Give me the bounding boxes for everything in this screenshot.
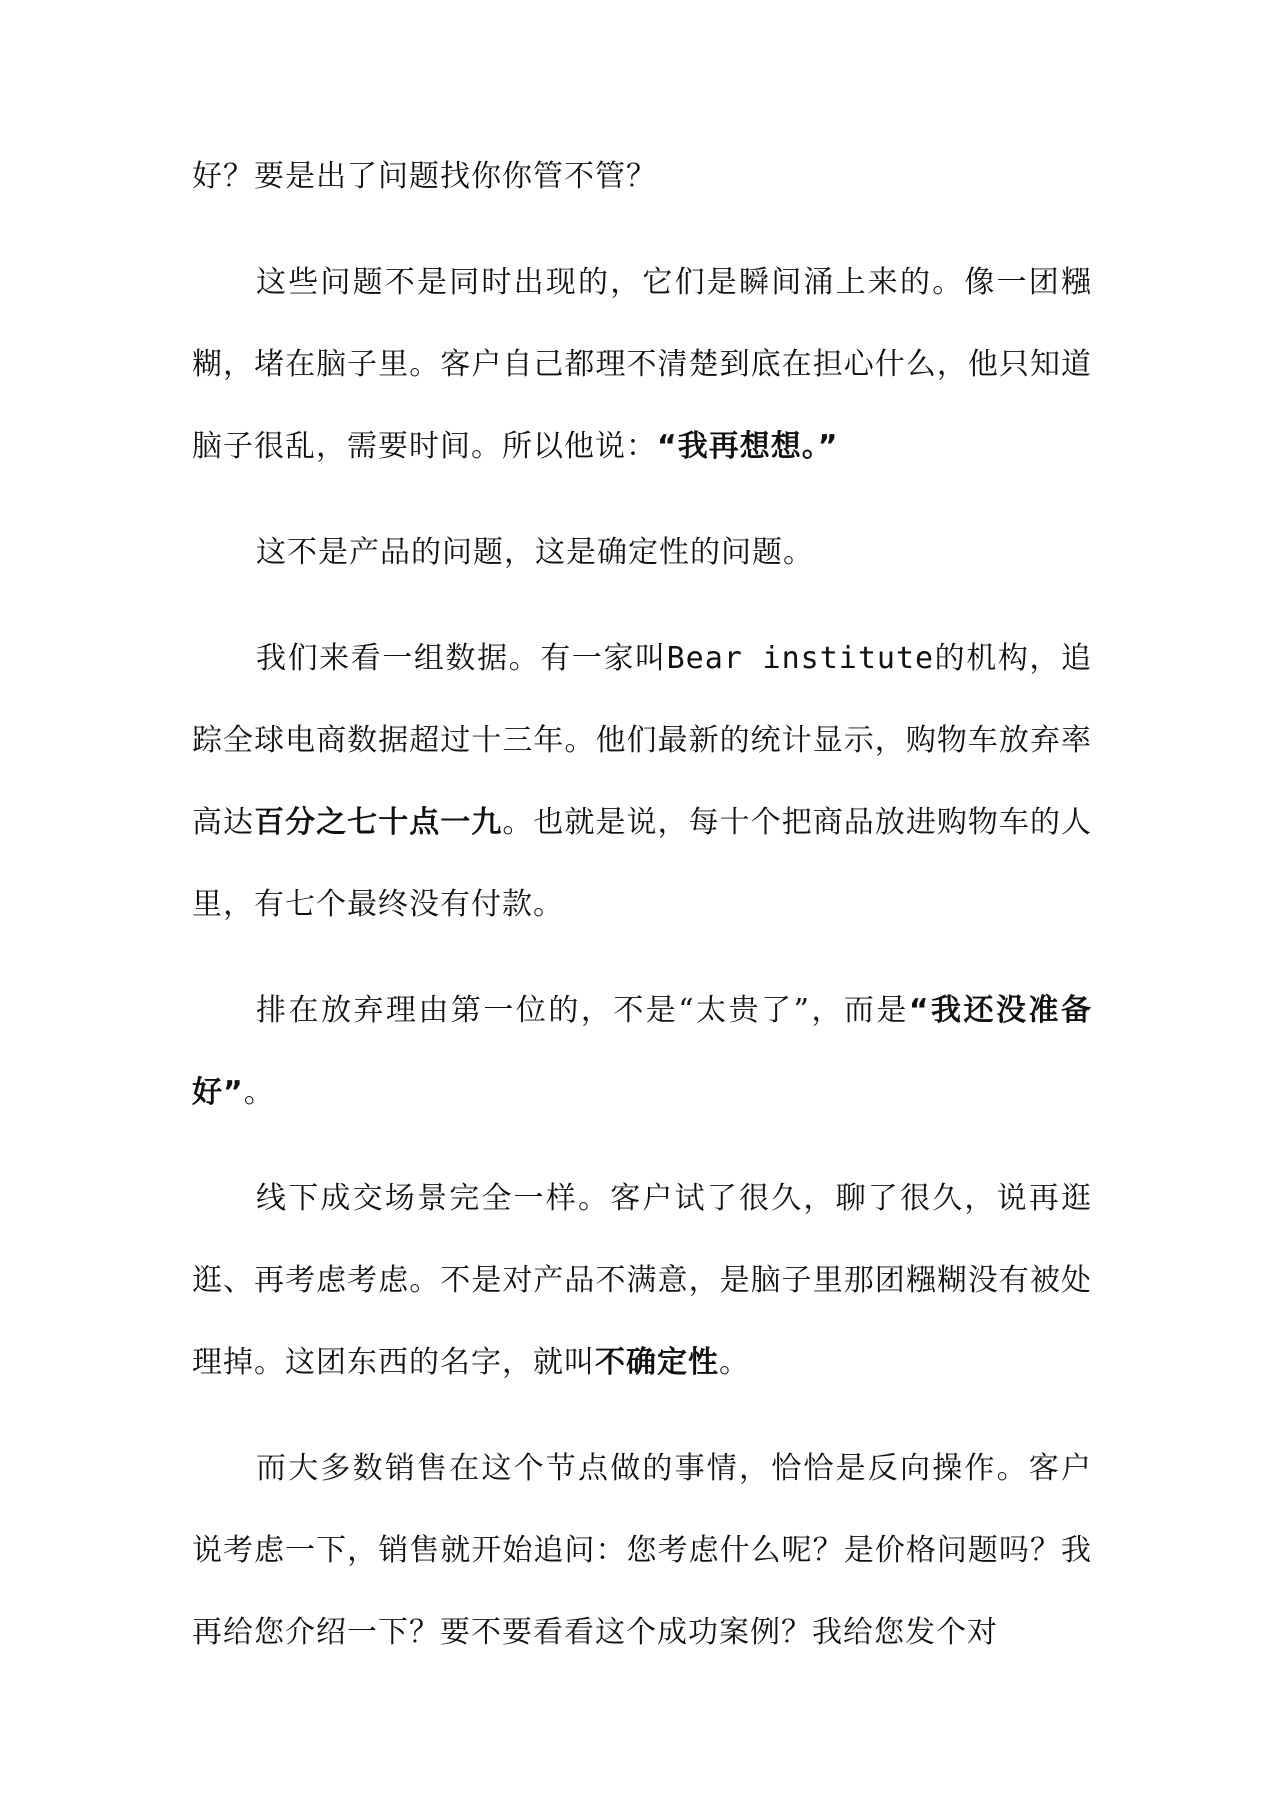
paragraph-5-text-b: 。 [243,1075,275,1110]
paragraph-6 [192,1158,1092,1404]
paragraph-6-text-b: 。 [719,1345,750,1380]
paragraph-4-text-a: 我们来看一组数据。有一家叫 [256,641,667,676]
document-body [192,159,1093,1698]
paragraph-5-bold-quote: “我还没准备好” [192,993,1092,1110]
paragraph-7-text: 而大多数销售在这个节点做的事情，恰恰是反向操作。客户说考虑一下，销售就开始追问：您考虑什么呢？是价格问题吗？我再给您介绍一下？要不要看看这个成功案例？我给您发个对 [192,1451,1092,1650]
paragraph-3-text: 这不是产品的问题，这是确定性的问题。 [256,535,814,570]
paragraph-5 [192,970,1092,1134]
paragraph-5-text-a: 排在放弃理由第一位的，不是“太贵了”，而是 [256,993,909,1028]
paragraph-4-text-c: 。也就是说，每十个把商品放进购物车的人里，有七个最终没有付款。 [192,805,1093,922]
paragraph-6-text-a: 线下成交场景完全一样。客户试了很久，聊了很久，说再逛逛、再考虑考虑。不是对产品不满意，是脑子里那团糨糊没有被处理掉。这团东西的名字，就叫 [192,1181,1092,1380]
paragraph-2 [192,242,1092,488]
paragraph-3 [192,512,1092,594]
paragraph-2-text: 这些问题不是同时出现的，它们是瞬间涌上来的。像一团糨糊，堵在脑子里。客户自己都理不清楚到底在担心什么，他只知道脑子很乱，需要时间。所以他说： [192,265,1092,464]
paragraph-1 [192,136,1092,218]
uncertainty-bold: 不确定性 [595,1345,719,1380]
paragraph-4 [192,618,1092,946]
institute-name: Bear institute [666,641,935,676]
paragraph-7 [192,1428,1092,1674]
paragraph-2-bold-quote: “我再想想。” [657,429,839,464]
abandon-rate-bold: 百分之七十点一九 [254,805,503,840]
paragraph-4-text-b: 的机构，追踪全球电商数据超过十三年。他们最新的统计显示，购物车放弃率高达 [192,641,1093,840]
paragraph-1-text: 好？要是出了问题找你你管不管？ [192,159,657,194]
